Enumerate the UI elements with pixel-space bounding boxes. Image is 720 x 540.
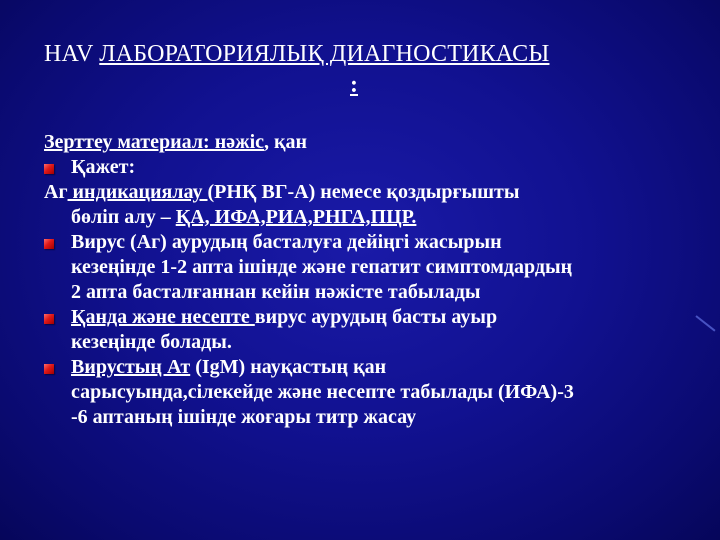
material-value: , қан [264, 131, 308, 153]
slide-body [44, 130, 704, 430]
body-line-4 [44, 205, 704, 230]
title-prefix: HAV [44, 41, 100, 67]
virus-line-3: 2 апта басталғаннан кейін нәжісте табылады [71, 281, 481, 303]
antibody-line-2: сарысуында,сілекейде және несепте табылады (ИФА)-3 [71, 381, 574, 403]
bullet-square-icon [44, 239, 54, 249]
methods-text: ҚА, ИФА,РИА,РНГА,ПЦР. [175, 206, 417, 228]
bullet-item-blood [44, 305, 704, 330]
bullet-item-antibody [44, 355, 704, 380]
material-label: Зерттеу материал: нәжіс [44, 131, 265, 153]
bullet-item-need [44, 155, 704, 180]
antibody-line-rest: (IgM) науқастың қан [190, 356, 387, 378]
body-line-6 [44, 255, 704, 280]
blood-line-rest: вирус аурудың басты ауыр [254, 306, 498, 328]
body-line-12 [44, 405, 704, 430]
body-line-7 [44, 280, 704, 305]
bullet-item-virus [44, 230, 704, 255]
body-line-1 [44, 130, 704, 155]
antibody-line-3: -6 аптаның ішінде жоғары титр жасау [71, 406, 417, 428]
bullet-square-icon [44, 364, 54, 374]
body-line-11 [44, 380, 704, 405]
body-line-9 [44, 330, 704, 355]
virus-line-1: Вирус (Аг) аурудың басталуға дейіңгі жасырын [71, 231, 502, 253]
antigen-abbr: Аг [44, 181, 68, 203]
antibody-text: Вирустың Ат [71, 356, 191, 378]
bullet-square-icon [44, 164, 54, 174]
title-colon: : [350, 72, 358, 98]
need-label: Қажет: [71, 156, 136, 178]
blood-urine-text: Қанда және несепте [71, 306, 255, 328]
slide-title [44, 38, 684, 70]
title-main: ЛАБОРАТОРИЯЛЫҚ ДИАГНОСТИКАСЫ [99, 41, 550, 67]
body-line-3 [44, 180, 704, 205]
line3-rest: (РНҚ ВГ-А) немесе қоздырғышты [207, 181, 520, 203]
indication-text: индикациялау [67, 181, 208, 203]
virus-line-2: кезеңінде 1-2 апта ішінде және гепатит симптомдардың [71, 256, 573, 278]
isolation-text: бөліп алу – [71, 206, 176, 228]
blood-line-2: кезеңінде болады. [71, 331, 232, 353]
bullet-square-icon [44, 314, 54, 324]
